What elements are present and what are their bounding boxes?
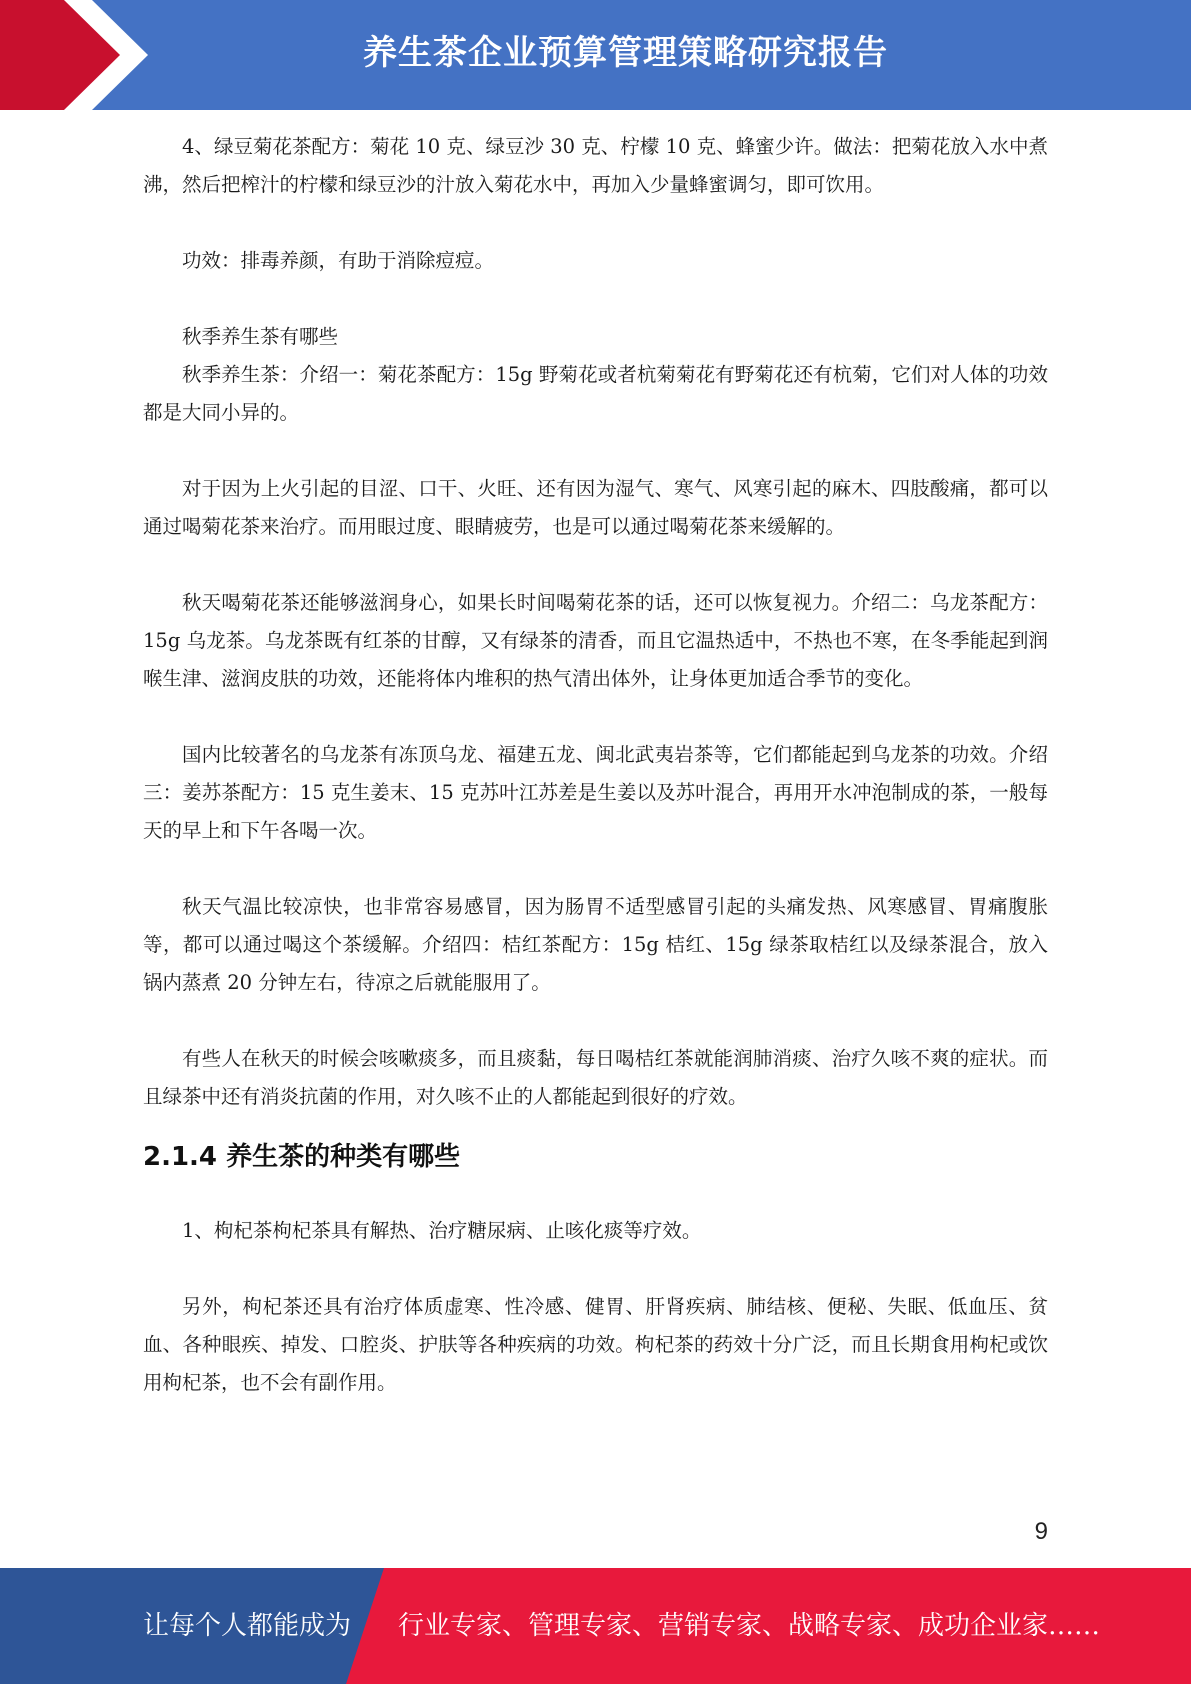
paragraph: 秋季养生茶有哪些 [182,325,339,348]
document-body [143,128,1048,1402]
header-chevron-decoration [0,0,160,110]
paragraph: 国内比较著名的乌龙茶有冻顶乌龙、福建五龙、闽北武夷岩茶等，它们都能起到乌龙茶的功效。介绍三：姜苏茶配方：15 克生姜末、15 克苏叶江苏差是生姜以及苏叶混合，再用开水冲泡制成的茶，一般每天的早上和下午各喝一次。 [143,743,1048,842]
paragraph: 对于因为上火引起的目涩、口干、火旺、还有因为湿气、寒气、风寒引起的麻木、四肢酸痛，都可以通过喝菊花茶来治疗。而用眼过度、眼睛疲劳，也是可以通过喝菊花茶来缓解的。 [143,477,1048,538]
footer-band [0,1568,1191,1684]
paragraph: 秋天气温比较凉快，也非常容易感冒，因为肠胃不适型感冒引起的头痛发热、风寒感冒、胃痛腹胀等，都可以通过喝这个茶缓解。介绍四：桔红茶配方：15g 桔红、15g 绿茶取桔红以及绿茶混合，放入锅内蒸煮 20 分钟左右，待凉之后就能服用了。 [143,895,1048,994]
paragraph: 秋天喝菊花茶还能够滋润身心，如果长时间喝菊花茶的话，还可以恢复视力。介绍二：乌龙茶配方：15g 乌龙茶。乌龙茶既有红茶的甘醇，又有绿茶的清香，而且它温热适中，不热也不寒，在冬季能起到润喉生津、滋润皮肤的功效，还能将体内堆积的热气清出体外，让身体更加适合季节的变化。 [143,591,1048,690]
paragraph: 有些人在秋天的时候会咳嗽痰多，而且痰黏，每日喝桔红茶就能润肺消痰、治疗久咳不爽的症状。而且绿茶中还有消炎抗菌的作用，对久咳不止的人都能起到很好的疗效。 [143,1047,1048,1108]
paragraph: 另外，枸杞茶还具有治疗体质虚寒、性冷感、健胃、肝肾疾病、肺结核、便秘、失眠、低血压、贫血、各种眼疾、掉发、口腔炎、护肤等各种疾病的功效。枸杞茶的药效十分广泛，而且长期食用枸杞或饮用枸杞茶，也不会有副作用。 [143,1295,1048,1394]
page-number: 9 [1034,1518,1048,1545]
paragraph: 秋季养生茶：介绍一：菊花茶配方：15g 野菊花或者杭菊菊花有野菊花还有杭菊，它们对人体的功效都是大同小异的。 [143,363,1048,424]
footer-slogan-right: 行业专家、管理专家、营销专家、战略专家、成功企业家…… [398,1611,1101,1641]
footer-slogan-left: 让每个人都能成为 [143,1611,352,1641]
paragraph: 功效：排毒养颜，有助于消除痘痘。 [182,249,495,272]
section-heading: 2.1.4 养生茶的种类有哪些 [143,1142,461,1172]
document-title: 养生茶企业预算管理策略研究报告 [363,33,888,73]
header-band [0,0,1191,110]
paragraph: 1、枸杞茶枸杞茶具有解热、治疗糖尿病、止咳化痰等疗效。 [182,1219,702,1242]
paragraph: 4、绿豆菊花茶配方：菊花 10 克、绿豆沙 30 克、柠檬 10 克、蜂蜜少许。做法：把菊花放入水中煮沸，然后把榨汁的柠檬和绿豆沙的汁放入菊花水中，再加入少量蜂蜜调匀，即可饮用。 [143,135,1048,196]
